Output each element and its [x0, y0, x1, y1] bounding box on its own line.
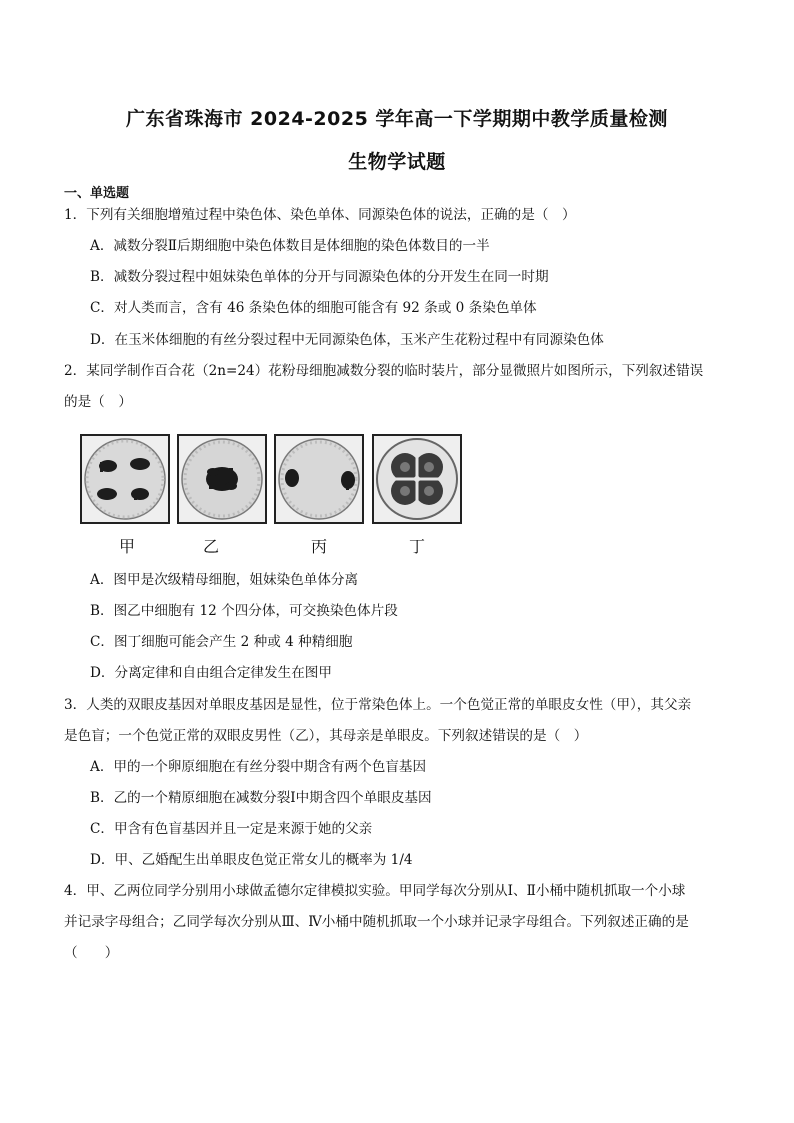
question-3-option-a: A．甲的一个卵原细胞在有丝分裂中期含有两个色盲基因: [90, 759, 427, 775]
figure-label-yi: 乙: [202, 537, 219, 556]
question-1-stem: 1．下列有关细胞增殖过程中染色体、染色单体、同源染色体的说法，正确的是（ ）: [64, 207, 576, 223]
question-4-stem-line-2: 并记录字母组合；乙同学每次分别从Ⅲ、Ⅳ小桶中随机抓取一个小球并记录字母组合。下列叙述正确的是: [64, 914, 689, 930]
question-2-option-b: B．图乙中细胞有 12 个四分体，可交换染色体片段: [90, 603, 398, 619]
question-4-stem-line-3: （ ）: [64, 945, 119, 961]
question-2-stem-line-1: 2．某同学制作百合花（2n=24）花粉母细胞减数分裂的临时装片，部分显微照片如图所示，下列叙述错误: [64, 363, 704, 379]
question-1-option-c: C．对人类而言，含有 46 条染色体的细胞可能含有 92 条或 0 条染色单体: [90, 300, 537, 316]
question-2-stem-line-2: 的是（ ）: [64, 394, 132, 410]
question-2-option-a: A．图甲是次级精母细胞，姐妹染色单体分离: [90, 572, 359, 588]
question-1-option-b: B．减数分裂过程中姐妹染色单体的分开与同源染色体的分开发生在同一时期: [90, 269, 549, 285]
micrograph-panel-bing: [274, 434, 364, 524]
question-1-option-a: A．减数分裂Ⅱ后期细胞中染色体数目是体细胞的染色体数目的一半: [90, 238, 490, 254]
question-3-option-c: C．甲含有色盲基因并且一定是来源于她的父亲: [90, 821, 373, 837]
question-1-option-d: D．在玉米体细胞的有丝分裂过程中无同源染色体，玉米产生花粉过程中有同源染色体: [90, 332, 604, 348]
section-heading: 一、单选题: [64, 186, 130, 201]
question-3-option-d: D．甲、乙婚配生出单眼皮色觉正常女儿的概率为 1/4: [90, 852, 413, 868]
micrograph-panel-yi: [177, 434, 267, 524]
micrograph-panel-jia: [80, 434, 170, 524]
micrograph-panel-ding: [372, 434, 462, 524]
question-2-option-c: C．图丁细胞可能会产生 2 种或 4 种精细胞: [90, 634, 353, 650]
question-2-option-d: D．分离定律和自由组合定律发生在图甲: [90, 665, 332, 681]
question-3-stem-line-2: 是色盲；一个色觉正常的双眼皮男性（乙），其母亲是单眼皮。下列叙述错误的是（ ）: [64, 728, 588, 744]
exam-subtitle: 生物学试题: [348, 151, 446, 173]
question-3-stem-line-1: 3．人类的双眼皮基因对单眼皮基因是显性，位于常染色体上。一个色觉正常的单眼皮女性（甲），其父亲: [64, 697, 692, 713]
figure-label-jia: 甲: [118, 537, 135, 556]
figure-label-bing: 丙: [310, 537, 327, 556]
exam-title: 广东省珠海市 2024-2025 学年高一下学期期中教学质量检测: [126, 108, 668, 130]
question-4-stem-line-1: 4．甲、乙两位同学分别用小球做孟德尔定律模拟实验。甲同学每次分别从Ⅰ、Ⅱ小桶中随机抓取一个小球: [64, 883, 686, 899]
figure-label-ding: 丁: [408, 537, 425, 556]
question-3-option-b: B．乙的一个精原细胞在减数分裂Ⅰ中期含四个单眼皮基因: [90, 790, 432, 806]
